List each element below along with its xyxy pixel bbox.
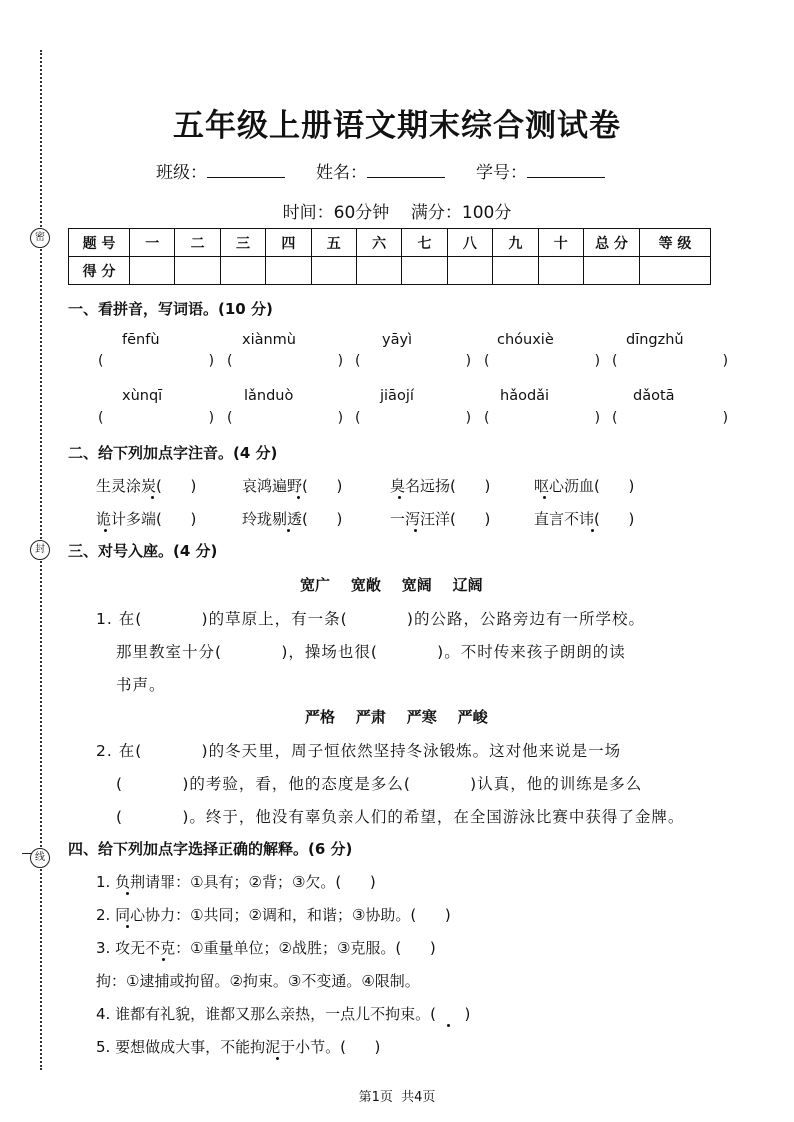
emphasis-dot bbox=[276, 1057, 279, 1060]
header-cell: 六 bbox=[356, 229, 401, 257]
score-cell[interactable] bbox=[266, 257, 311, 285]
emphasis-dot bbox=[104, 529, 107, 532]
pinyin: jiāojí bbox=[380, 388, 414, 404]
score-cell[interactable] bbox=[311, 257, 356, 285]
q4-item: 1. 负荆请罪：①具有；②背；③欠。( ) bbox=[96, 873, 376, 891]
q1-line1: 1. 在( )的草原上，有一条( )的公路，公路旁边有一所学校。 bbox=[96, 610, 645, 628]
id-label: 学号： bbox=[476, 163, 527, 183]
idiom-item: 臭名远扬( ) bbox=[390, 477, 491, 495]
emphasis-dot bbox=[414, 529, 417, 532]
word-bank-1: 宽广 宽敞 宽阔 辽阔 bbox=[300, 576, 483, 594]
score-cell[interactable] bbox=[538, 257, 583, 285]
pinyin: xùnqī bbox=[122, 388, 163, 404]
header-cell: 四 bbox=[266, 229, 311, 257]
idiom-item: 生灵涂炭( ) bbox=[96, 477, 197, 495]
emphasis-dot bbox=[126, 925, 129, 928]
idiom-item: 一泻汪洋( ) bbox=[390, 510, 491, 528]
page-footer: 第1页 共4页 bbox=[358, 1090, 436, 1105]
q1-line2: 那里教室十分( )，操场也很( )。不时传来孩子朗朗的读 bbox=[116, 643, 626, 661]
answer-paren[interactable]: ( ) bbox=[98, 353, 217, 369]
q1-line3: 书声。 bbox=[116, 676, 166, 694]
word-bank-2: 严格 严肃 严寒 严峻 bbox=[305, 708, 488, 726]
emphasis-dot bbox=[287, 529, 290, 532]
emphasis-dot bbox=[543, 496, 546, 499]
score-cell[interactable] bbox=[640, 257, 711, 285]
score-cell[interactable] bbox=[175, 257, 220, 285]
header-cell: 题 号 bbox=[69, 229, 130, 257]
emphasis-dot bbox=[297, 496, 300, 499]
seal-mark-xian: 线 bbox=[30, 848, 50, 868]
seal-mark-feng: 封 bbox=[30, 540, 50, 560]
answer-paren[interactable]: ( ) bbox=[227, 410, 346, 426]
time-score-info: 时间：60分钟 满分：100分 bbox=[282, 203, 512, 223]
id-field bbox=[476, 158, 605, 183]
q4-item: 3. 攻无不克：①重量单位；②战胜；③克服。( ) bbox=[96, 939, 436, 957]
score-table bbox=[68, 228, 711, 285]
section4-title: 四、给下列加点字选择正确的解释。(6 分) bbox=[68, 840, 353, 858]
header-cell: 七 bbox=[402, 229, 447, 257]
score-cell[interactable] bbox=[584, 257, 640, 285]
score-cell[interactable] bbox=[493, 257, 538, 285]
pinyin: lǎnduò bbox=[244, 388, 294, 404]
seal-mark-mi: 密 bbox=[30, 228, 50, 248]
q2-line2: ( )的考验，看，他的态度是多么( )认真，他的训练是多么 bbox=[116, 775, 643, 793]
class-blank[interactable] bbox=[207, 177, 285, 178]
header-cell: 二 bbox=[175, 229, 220, 257]
emphasis-dot bbox=[162, 958, 165, 961]
header-cell: 九 bbox=[493, 229, 538, 257]
score-cell[interactable] bbox=[130, 257, 175, 285]
q4-item: 拘：①逮捕或拘留。②拘束。③不变通。④限制。 bbox=[96, 972, 420, 990]
answer-paren[interactable]: ( ) bbox=[484, 410, 603, 426]
emphasis-dot bbox=[151, 496, 154, 499]
page-title: 五年级上册语文期末综合测试卷 bbox=[173, 108, 621, 144]
emphasis-dot bbox=[126, 892, 129, 895]
answer-paren[interactable]: ( ) bbox=[612, 353, 731, 369]
score-cell[interactable] bbox=[447, 257, 492, 285]
pinyin: dǎotā bbox=[633, 388, 675, 404]
idiom-item: 诡计多端( ) bbox=[96, 510, 197, 528]
name-field bbox=[316, 158, 445, 183]
header-cell: 五 bbox=[311, 229, 356, 257]
idiom-item: 玲珑剔透( ) bbox=[242, 510, 343, 528]
class-field bbox=[156, 158, 285, 183]
answer-paren[interactable]: ( ) bbox=[98, 410, 217, 426]
idiom-item: 直言不讳( ) bbox=[534, 510, 635, 528]
pinyin: yāyì bbox=[382, 332, 413, 348]
pinyin: fēnfù bbox=[122, 332, 160, 348]
q2-line1: 2. 在( )的冬天里，周子恒依然坚持冬泳锻炼。这对他来说是一场 bbox=[96, 742, 622, 760]
header-cell: 等 级 bbox=[640, 229, 711, 257]
emphasis-dot bbox=[447, 1024, 450, 1027]
pinyin: hǎodǎi bbox=[500, 388, 550, 404]
score-table-header-row bbox=[69, 229, 711, 257]
answer-paren[interactable]: ( ) bbox=[612, 410, 731, 426]
q4-item: 4. 谁都有礼貌，谁都又那么亲热，一点儿不拘束。( ) bbox=[96, 1005, 471, 1023]
score-row-label: 得 分 bbox=[69, 257, 130, 285]
idiom-item: 哀鸿遍野( ) bbox=[242, 477, 343, 495]
answer-paren[interactable]: ( ) bbox=[484, 353, 603, 369]
name-label: 姓名： bbox=[316, 163, 367, 183]
section3-title: 三、对号入座。(4 分) bbox=[68, 542, 218, 560]
answer-paren[interactable]: ( ) bbox=[227, 353, 346, 369]
score-table-score-row bbox=[69, 257, 711, 285]
pinyin: chóuxiè bbox=[497, 332, 554, 348]
pinyin: dīngzhǔ bbox=[626, 332, 684, 348]
emphasis-dot bbox=[398, 496, 401, 499]
header-cell: 八 bbox=[447, 229, 492, 257]
name-blank[interactable] bbox=[367, 177, 445, 178]
section1-title: 一、看拼音，写词语。(10 分) bbox=[68, 300, 273, 318]
idiom-item: 呕心沥血( ) bbox=[534, 477, 635, 495]
q2-line3: ( )。终于，他没有辜负亲人们的希望，在全国游泳比赛中获得了金牌。 bbox=[116, 808, 685, 826]
header-cell: 一 bbox=[130, 229, 175, 257]
section2-title: 二、给下列加点字注音。(4 分) bbox=[68, 444, 278, 462]
score-cell[interactable] bbox=[356, 257, 401, 285]
q4-item: 2. 同心协力：①共同；②调和，和谐；③协助。( ) bbox=[96, 906, 451, 924]
header-cell: 十 bbox=[538, 229, 583, 257]
pinyin: xiànmù bbox=[242, 332, 296, 348]
answer-paren[interactable]: ( ) bbox=[355, 353, 474, 369]
id-blank[interactable] bbox=[527, 177, 605, 178]
emphasis-dot bbox=[591, 529, 594, 532]
score-cell[interactable] bbox=[402, 257, 447, 285]
header-cell: 总 分 bbox=[584, 229, 640, 257]
header-cell: 三 bbox=[220, 229, 265, 257]
score-cell[interactable] bbox=[220, 257, 265, 285]
answer-paren[interactable]: ( ) bbox=[355, 410, 474, 426]
class-label: 班级： bbox=[156, 163, 207, 183]
q4-item: 5. 要想做成大事，不能拘泥于小节。( ) bbox=[96, 1038, 381, 1056]
cut-mark bbox=[22, 853, 32, 854]
